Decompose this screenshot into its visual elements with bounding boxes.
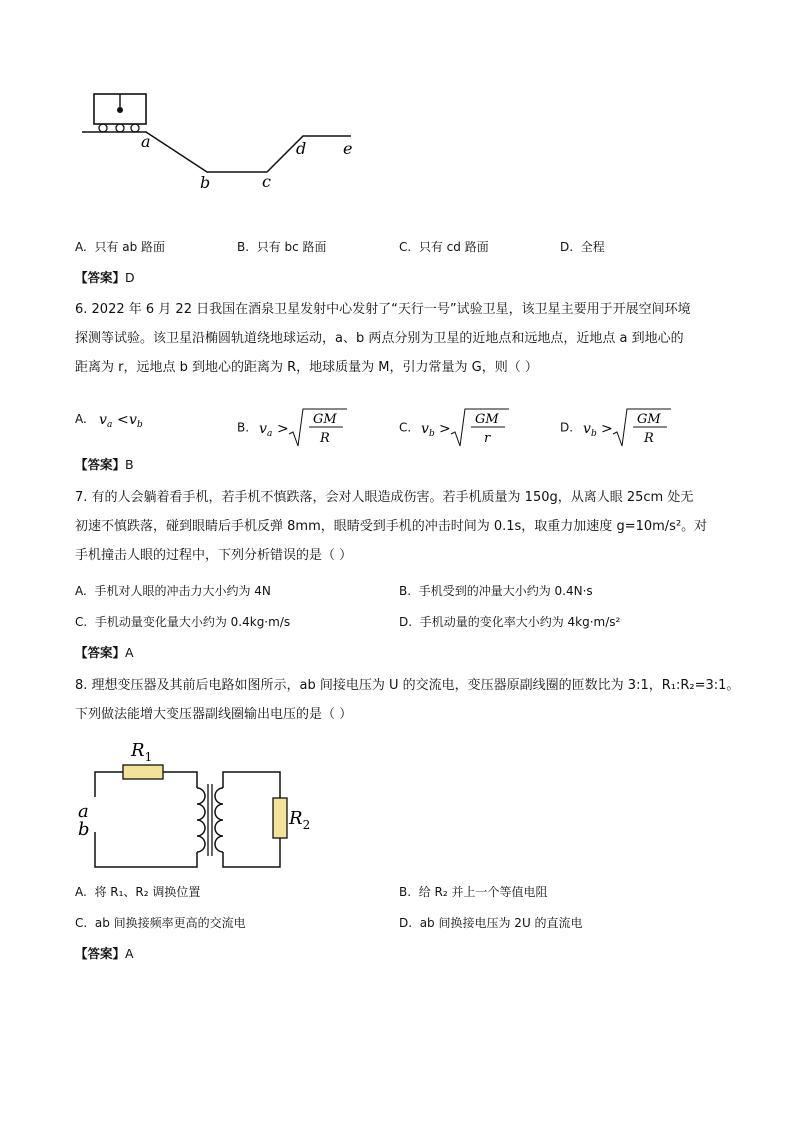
q8-options-row1 — [75, 879, 735, 905]
svg-text:GM: GM — [475, 412, 499, 427]
svg-text:GM: GM — [312, 412, 337, 427]
q6-option-c[interactable]: C. v b > GM r — [399, 406, 515, 450]
q7-option-c[interactable]: C. 手机动量变化量大小约为 0.4kg·m/s — [75, 615, 291, 629]
q8-option-a[interactable]: A. 将 R₁、R₂ 调换位置 — [75, 885, 201, 899]
point-e: e — [343, 139, 353, 158]
q6-line-1: 6. 2022 年 6 月 22 日我国在酒泉卫星发射中心发射了“天行一号”试验卫星，该卫星主要用于开展空间环境 — [75, 302, 691, 317]
q7-option-d[interactable]: D. 手机动量的变化率大小约为 4kg·m/s² — [399, 615, 621, 629]
label-r2: $R_2$ — [289, 808, 311, 832]
q8-option-c[interactable]: C. ab 间换接频率更高的交流电 — [75, 916, 246, 930]
q7-line-2: 初速不慎跌落，碰到眼睛后手机反弹 8mm，眼睛受到手机的冲击时间为 0.1s，取重力加速度 g=10m/s²。对 — [75, 519, 708, 534]
svg-text:v: v — [258, 421, 267, 437]
road-figure — [75, 88, 375, 198]
q7-line-3: 手机撞击人眼的过程中，下列分析错误的是（ ） — [75, 548, 353, 563]
svg-text:>: > — [276, 421, 289, 437]
q6-line-3: 距离为 r，远地点 b 到地心的距离为 R，地球质量为 M，引力常量为 G，则（ ） — [75, 360, 538, 375]
label-r1: $R_1$ — [131, 740, 153, 764]
svg-text:a: a — [266, 429, 273, 439]
q6-option-d[interactable]: D. v b > GM R — [560, 406, 677, 450]
svg-text:<: < — [116, 411, 129, 428]
point-a: a — [141, 132, 151, 151]
q6-line-2: 探测等试验。该卫星沿椭圆轨道绕地球运动，a、b 两点分别为卫星的近地点和远地点，近地点 a 到地心的 — [75, 331, 684, 346]
q6-options — [75, 406, 735, 446]
q7-line-1: 7. 有的人会躺着看手机，若手机不慎跌落，会对人眼造成伤害。若手机质量为 150g，从离人眼 25cm 处无 — [75, 490, 694, 505]
q6-stem — [75, 295, 735, 382]
q7-options-row1 — [75, 578, 735, 604]
q6-option-a[interactable]: A. v a < v b — [75, 406, 161, 433]
svg-text:v: v — [421, 421, 429, 437]
q5-options — [75, 234, 735, 260]
q8-line-1: 8. 理想变压器及其前后电路如图所示，ab 间接电压为 U 的交流电，变压器原副线圈的匝数比为 3:1，R₁:R₂=3:1。 — [75, 678, 740, 693]
q7-option-b[interactable]: B. 手机受到的冲量大小约为 0.4N·s — [399, 584, 593, 598]
q5-answer: 【答案】D — [75, 270, 135, 285]
label-b: b — [78, 819, 90, 840]
svg-text:v: v — [98, 411, 107, 428]
q8-option-d[interactable]: D. ab 间换接电压为 2U 的直流电 — [399, 916, 583, 930]
svg-text:a: a — [106, 419, 113, 430]
svg-text:b: b — [590, 429, 597, 439]
svg-text:v: v — [128, 411, 137, 428]
point-b: b — [200, 173, 211, 192]
q8-answer: 【答案】A — [75, 946, 134, 961]
q8-options-row2 — [75, 910, 735, 936]
q7-options-row2 — [75, 609, 735, 635]
point-c: c — [262, 172, 271, 191]
q7-answer: 【答案】A — [75, 645, 134, 660]
svg-text:b: b — [429, 429, 435, 439]
svg-text:>: > — [600, 421, 613, 437]
formula-vb-gt-sqrt-gm-over-r — [415, 406, 515, 450]
q8-stem — [75, 671, 740, 729]
point-d: d — [296, 139, 307, 158]
label-a: a — [78, 801, 89, 822]
svg-text:v: v — [582, 421, 591, 437]
svg-text:>: > — [439, 421, 451, 437]
q8-option-b[interactable]: B. 给 R₂ 并上一个等值电阻 — [399, 885, 548, 899]
svg-text:GM: GM — [636, 412, 661, 427]
q7-stem — [75, 483, 735, 570]
q5-option-a[interactable]: A. 只有 ab 路面 — [75, 240, 166, 254]
q6-answer: 【答案】B — [75, 457, 134, 472]
formula-vb-gt-sqrt-gm-over-R — [577, 406, 677, 450]
q6-option-b[interactable]: B. v a > GM R — [237, 406, 353, 450]
svg-text:R: R — [319, 431, 330, 446]
q5-option-d[interactable]: D. 全程 — [560, 240, 605, 254]
q5-option-b[interactable]: B. 只有 bc 路面 — [237, 240, 327, 254]
q5-option-c[interactable]: C. 只有 cd 路面 — [399, 240, 489, 254]
svg-text:R: R — [643, 431, 654, 446]
q7-option-a[interactable]: A. 手机对人眼的冲击力大小约为 4N — [75, 584, 271, 598]
transformer-circuit-figure — [75, 732, 315, 872]
formula-va-lt-vb — [91, 407, 161, 433]
svg-text:r: r — [484, 431, 491, 446]
q8-line-2: 下列做法能增大变压器副线圈输出电压的是（ ） — [75, 707, 353, 722]
svg-text:b: b — [136, 419, 143, 430]
formula-va-gt-sqrt-gm-over-R — [253, 406, 353, 450]
